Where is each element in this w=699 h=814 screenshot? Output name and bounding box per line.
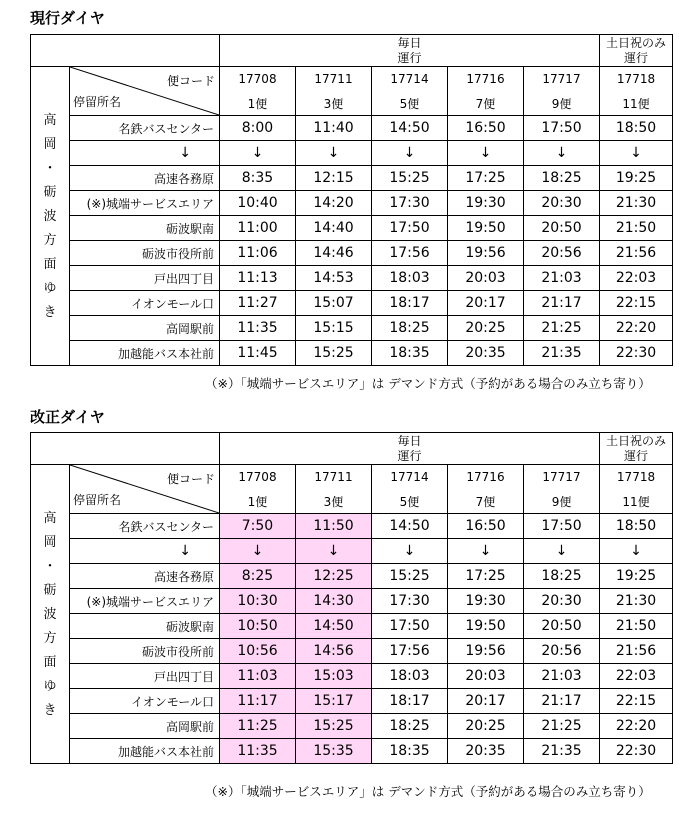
time-cell: 15:35: [296, 739, 372, 764]
direction-char: 砺: [43, 185, 57, 200]
arrow-cell: ↓: [220, 539, 296, 564]
corner-stop-label: 停留所名: [73, 95, 122, 109]
stop-name-cell: 加越能バス本社前: [70, 341, 220, 366]
arrow-cell: ↓: [600, 141, 673, 166]
time-cell: 17:50: [524, 116, 600, 141]
arrow-cell: ↓: [372, 539, 448, 564]
time-cell: 8:35: [220, 166, 296, 191]
stop-name-cell: イオンモール口: [70, 689, 220, 714]
time-cell: 20:03: [448, 664, 524, 689]
time-cell: 14:53: [296, 266, 372, 291]
stop-arrow-label: ↓: [70, 141, 220, 166]
run-number-cell: 11便: [600, 489, 673, 514]
time-cell: 21:25: [524, 714, 600, 739]
stop-name-cell: 高速各務原: [70, 166, 220, 191]
header-holiday-line: 運行: [624, 448, 649, 463]
time-cell: 11:35: [220, 739, 296, 764]
time-cell: 20:17: [448, 291, 524, 316]
stop-name-cell: 戸出四丁目: [70, 664, 220, 689]
stop-row: [31, 639, 673, 664]
bus-code-cell: 17714: [372, 67, 448, 92]
time-cell: 18:03: [372, 664, 448, 689]
time-cell: 21:50: [600, 216, 673, 241]
time-cell: 15:25: [372, 166, 448, 191]
time-cell: 8:00: [220, 116, 296, 141]
time-cell: 20:25: [448, 714, 524, 739]
direction-char: 岡: [43, 137, 57, 152]
stop-name-cell: 砺波駅南: [70, 216, 220, 241]
stop-row: [31, 316, 673, 341]
run-number-cell: 9便: [524, 489, 600, 514]
stop-name-cell: 名鉄バスセンター: [70, 514, 220, 539]
direction-char: ・: [43, 559, 57, 574]
time-cell: 18:35: [372, 341, 448, 366]
stop-row: [31, 141, 673, 166]
time-cell: 16:50: [448, 116, 524, 141]
time-cell: 20:17: [448, 689, 524, 714]
time-cell: 17:56: [372, 241, 448, 266]
time-cell: 11:06: [220, 241, 296, 266]
time-cell: 18:35: [372, 739, 448, 764]
arrow-cell: ↓: [296, 539, 372, 564]
time-cell: 11:00: [220, 216, 296, 241]
stop-row: [31, 266, 673, 291]
corner-code-label: 便コード: [166, 74, 215, 88]
time-cell: 21:03: [524, 266, 600, 291]
arrow-cell: ↓: [600, 539, 673, 564]
time-cell: 18:50: [600, 514, 673, 539]
time-cell: 20:25: [448, 316, 524, 341]
time-cell: 20:50: [524, 614, 600, 639]
direction-char: 方: [43, 233, 57, 248]
stop-row: [31, 564, 673, 589]
direction-char: ゆ: [43, 281, 57, 296]
current-timetable-table: [30, 34, 673, 366]
run-number-cell: 1便: [220, 489, 296, 514]
time-cell: 20:03: [448, 266, 524, 291]
stop-row: [31, 166, 673, 191]
time-cell: 8:25: [220, 564, 296, 589]
time-cell: 21:17: [524, 689, 600, 714]
stop-row: [31, 291, 673, 316]
time-cell: 17:30: [372, 191, 448, 216]
revised-footnote: （※）「城端サービスエリア」は デマンド方式（予約がある場合のみ立ち寄り）: [205, 784, 651, 799]
stop-row: [31, 216, 673, 241]
time-cell: 17:30: [372, 589, 448, 614]
direction-char: 岡: [43, 535, 57, 550]
time-cell: 21:17: [524, 291, 600, 316]
stop-name-cell: イオンモール口: [70, 291, 220, 316]
time-cell: 18:25: [524, 564, 600, 589]
time-cell: 17:50: [372, 614, 448, 639]
time-cell: 11:13: [220, 266, 296, 291]
bus-code-cell: 17717: [524, 67, 600, 92]
header-weekday-cell: [220, 433, 600, 465]
direction-label: [31, 465, 70, 764]
stop-row: [31, 241, 673, 266]
time-cell: 22:30: [600, 739, 673, 764]
bus-code-cell: 17708: [220, 465, 296, 490]
header-weekday-line: 毎日: [397, 433, 422, 448]
time-cell: 10:50: [220, 614, 296, 639]
stop-row: [31, 614, 673, 639]
time-cell: 11:17: [220, 689, 296, 714]
stop-name-cell: (※)城端サービスエリア: [70, 191, 220, 216]
stop-name-cell: 高岡駅前: [70, 316, 220, 341]
direction-char: 砺: [43, 583, 57, 598]
time-cell: 19:56: [448, 241, 524, 266]
direction-char: 方: [43, 631, 57, 646]
time-cell: 15:07: [296, 291, 372, 316]
direction-char: 高: [43, 511, 57, 526]
revised-timetable-title: 改正ダイヤ: [30, 408, 105, 426]
arrow-cell: ↓: [524, 141, 600, 166]
time-cell: 18:25: [524, 166, 600, 191]
bus-code-cell: 17718: [600, 465, 673, 490]
bus-code-cell: 17711: [296, 67, 372, 92]
corner-stop-label: 停留所名: [73, 493, 122, 507]
time-cell: 11:27: [220, 291, 296, 316]
stop-row: [31, 116, 673, 141]
time-cell: 19:56: [448, 639, 524, 664]
time-cell: 21:03: [524, 664, 600, 689]
direction-char: 高: [43, 113, 57, 128]
time-cell: 21:50: [600, 614, 673, 639]
time-cell: 17:50: [524, 514, 600, 539]
bus-code-cell: 17716: [448, 465, 524, 490]
header-holiday-line: 土日祝のみ: [606, 35, 667, 50]
header-holiday-cell: [600, 433, 673, 465]
stop-name-cell: 高速各務原: [70, 564, 220, 589]
direction-char: ・: [43, 161, 57, 176]
stop-name-cell: 砺波駅南: [70, 614, 220, 639]
time-cell: 14:20: [296, 191, 372, 216]
time-cell: 20:35: [448, 341, 524, 366]
direction-char: 波: [43, 607, 57, 622]
run-number-cell: 11便: [600, 91, 673, 116]
time-cell: 18:25: [372, 714, 448, 739]
arrow-cell: ↓: [448, 141, 524, 166]
stop-row: [31, 191, 673, 216]
time-cell: 16:50: [448, 514, 524, 539]
time-cell: 17:50: [372, 216, 448, 241]
stop-row: [31, 664, 673, 689]
time-cell: 11:03: [220, 664, 296, 689]
time-cell: 20:30: [524, 191, 600, 216]
time-cell: 21:25: [524, 316, 600, 341]
time-cell: 20:56: [524, 241, 600, 266]
time-cell: 19:25: [600, 564, 673, 589]
time-cell: 18:17: [372, 291, 448, 316]
direction-char: き: [43, 703, 57, 718]
run-number-cell: 9便: [524, 91, 600, 116]
time-cell: 17:25: [448, 564, 524, 589]
time-cell: 22:30: [600, 341, 673, 366]
header-weekday-line: 運行: [397, 50, 422, 65]
time-cell: 20:50: [524, 216, 600, 241]
stop-row: [31, 714, 673, 739]
time-cell: 10:30: [220, 589, 296, 614]
header-holiday-line: 運行: [624, 50, 649, 65]
time-cell: 20:35: [448, 739, 524, 764]
stop-name-cell: 名鉄バスセンター: [70, 116, 220, 141]
header-holiday-line: 土日祝のみ: [606, 433, 667, 448]
stop-row: [31, 589, 673, 614]
stop-arrow-label: ↓: [70, 539, 220, 564]
header-weekday-line: 毎日: [397, 35, 422, 50]
time-cell: 18:03: [372, 266, 448, 291]
corner-diagonal-cell: [70, 67, 220, 116]
time-cell: 21:35: [524, 341, 600, 366]
arrow-cell: ↓: [524, 539, 600, 564]
time-cell: 22:15: [600, 291, 673, 316]
stop-row: [31, 689, 673, 714]
stop-row: [31, 341, 673, 366]
time-cell: 11:40: [296, 116, 372, 141]
bus-code-cell: 17717: [524, 465, 600, 490]
time-cell: 10:56: [220, 639, 296, 664]
time-cell: 19:50: [448, 216, 524, 241]
arrow-cell: ↓: [372, 141, 448, 166]
time-cell: 22:03: [600, 664, 673, 689]
run-number-cell: 7便: [448, 489, 524, 514]
time-cell: 22:03: [600, 266, 673, 291]
time-cell: 21:35: [524, 739, 600, 764]
bus-code-cell: 17716: [448, 67, 524, 92]
time-cell: 22:15: [600, 689, 673, 714]
time-cell: 17:25: [448, 166, 524, 191]
stop-row: [31, 539, 673, 564]
time-cell: 15:25: [372, 564, 448, 589]
stop-row: [31, 514, 673, 539]
time-cell: 7:50: [220, 514, 296, 539]
stop-name-cell: 加越能バス本社前: [70, 739, 220, 764]
time-cell: 19:50: [448, 614, 524, 639]
time-cell: 14:30: [296, 589, 372, 614]
time-cell: 11:45: [220, 341, 296, 366]
time-cell: 20:56: [524, 639, 600, 664]
arrow-cell: ↓: [448, 539, 524, 564]
time-cell: 14:46: [296, 241, 372, 266]
current-footnote: （※）「城端サービスエリア」は デマンド方式（予約がある場合のみ立ち寄り）: [205, 376, 651, 391]
time-cell: 19:30: [448, 589, 524, 614]
bus-code-cell: 17708: [220, 67, 296, 92]
time-cell: 22:20: [600, 714, 673, 739]
direction-char: 波: [43, 209, 57, 224]
arrow-cell: ↓: [220, 141, 296, 166]
stop-name-cell: 砺波市役所前: [70, 639, 220, 664]
time-cell: 14:50: [296, 614, 372, 639]
corner-diagonal-cell: [70, 465, 220, 514]
revised-timetable-table: [30, 432, 673, 764]
time-cell: 10:40: [220, 191, 296, 216]
time-cell: 11:25: [220, 714, 296, 739]
run-number-cell: 7便: [448, 91, 524, 116]
time-cell: 19:30: [448, 191, 524, 216]
time-cell: 18:25: [372, 316, 448, 341]
time-cell: 21:56: [600, 241, 673, 266]
run-number-cell: 3便: [296, 489, 372, 514]
header-blank-cell: [31, 35, 220, 67]
current-timetable-title: 現行ダイヤ: [30, 9, 105, 27]
time-cell: 17:56: [372, 639, 448, 664]
bus-code-cell: 17711: [296, 465, 372, 490]
time-cell: 12:25: [296, 564, 372, 589]
time-cell: 14:50: [372, 116, 448, 141]
time-cell: 20:30: [524, 589, 600, 614]
run-number-cell: 5便: [372, 489, 448, 514]
time-cell: 15:17: [296, 689, 372, 714]
header-weekday-line: 運行: [397, 448, 422, 463]
time-cell: 15:25: [296, 714, 372, 739]
time-cell: 15:03: [296, 664, 372, 689]
direction-label: [31, 67, 70, 366]
time-cell: 15:15: [296, 316, 372, 341]
stop-name-cell: 戸出四丁目: [70, 266, 220, 291]
run-number-cell: 5便: [372, 91, 448, 116]
time-cell: 21:56: [600, 639, 673, 664]
time-cell: 15:25: [296, 341, 372, 366]
time-cell: 14:50: [372, 514, 448, 539]
time-cell: 14:56: [296, 639, 372, 664]
time-cell: 11:50: [296, 514, 372, 539]
bus-code-cell: 17714: [372, 465, 448, 490]
time-cell: 21:30: [600, 589, 673, 614]
direction-char: 面: [43, 655, 57, 670]
time-cell: 22:20: [600, 316, 673, 341]
time-cell: 11:35: [220, 316, 296, 341]
time-cell: 18:50: [600, 116, 673, 141]
header-holiday-cell: [600, 35, 673, 67]
header-weekday-cell: [220, 35, 600, 67]
run-number-cell: 3便: [296, 91, 372, 116]
stop-name-cell: (※)城端サービスエリア: [70, 589, 220, 614]
direction-char: 面: [43, 257, 57, 272]
stop-row: [31, 739, 673, 764]
corner-code-label: 便コード: [166, 472, 215, 486]
time-cell: 12:15: [296, 166, 372, 191]
stop-name-cell: 高岡駅前: [70, 714, 220, 739]
bus-code-cell: 17718: [600, 67, 673, 92]
direction-char: ゆ: [43, 679, 57, 694]
run-number-cell: 1便: [220, 91, 296, 116]
time-cell: 19:25: [600, 166, 673, 191]
time-cell: 18:17: [372, 689, 448, 714]
direction-char: き: [43, 305, 57, 320]
header-blank-cell: [31, 433, 220, 465]
time-cell: 14:40: [296, 216, 372, 241]
time-cell: 21:30: [600, 191, 673, 216]
arrow-cell: ↓: [296, 141, 372, 166]
stop-name-cell: 砺波市役所前: [70, 241, 220, 266]
